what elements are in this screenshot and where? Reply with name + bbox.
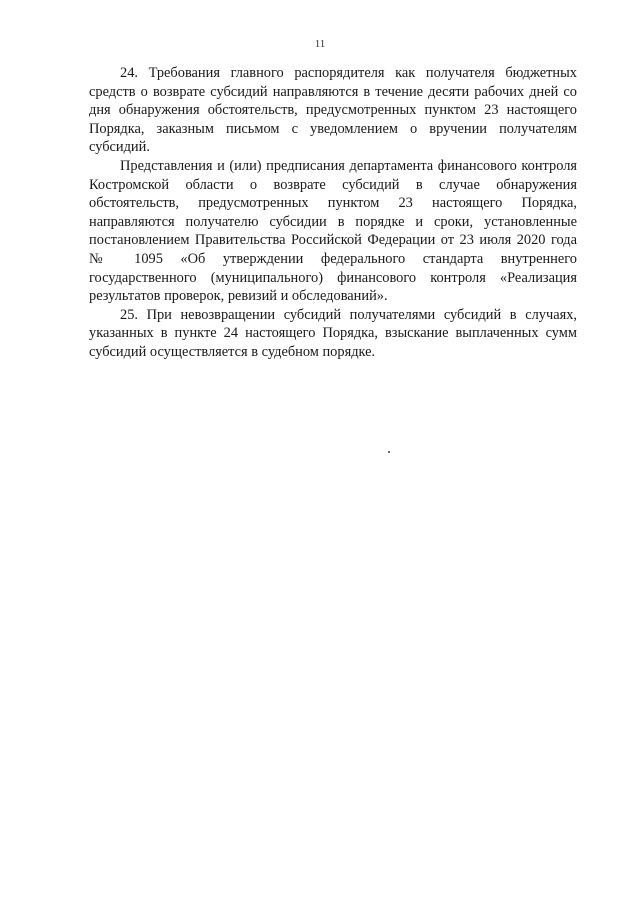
paragraph-25: 25. При невозвращении субсидий получателями субсидий в случаях, указанных в пункте 24 настоящего Порядка, взыскание выплаченных сумм субсидий осуществляется в судебном порядке.: [89, 306, 577, 360]
page-number: 11: [314, 38, 326, 50]
paragraph-24: 24. Требования главного распорядителя как получателя бюджетных средств о возврате субсидий направляются в течение десяти рабочих дней со дня обнаружения обстоятельств, предусмотренных пунктом 23 настоящего Порядка, заказным письмом с уведомлением о вручении получателям субсидий.: [89, 65, 577, 156]
document-body: [89, 64, 577, 362]
scan-speck: [388, 451, 390, 453]
paragraph-representations: Представления и (или) предписания департамента финансового контроля Костромской области о возврате субсидий в случае обнаружения обстоятельств, предусмотренных пунктом 23 настоящего Порядка, направляются получателю субсидии в порядке и сроки, установленные постановлением Правительства Российской Федерации от 23 июля 2020 года № 1095 «Об утверждении федерального стандарта внутреннего государственного (муниципального) финансового контроля «Реализация результатов проверок, ревизий и обследований».: [89, 157, 577, 305]
